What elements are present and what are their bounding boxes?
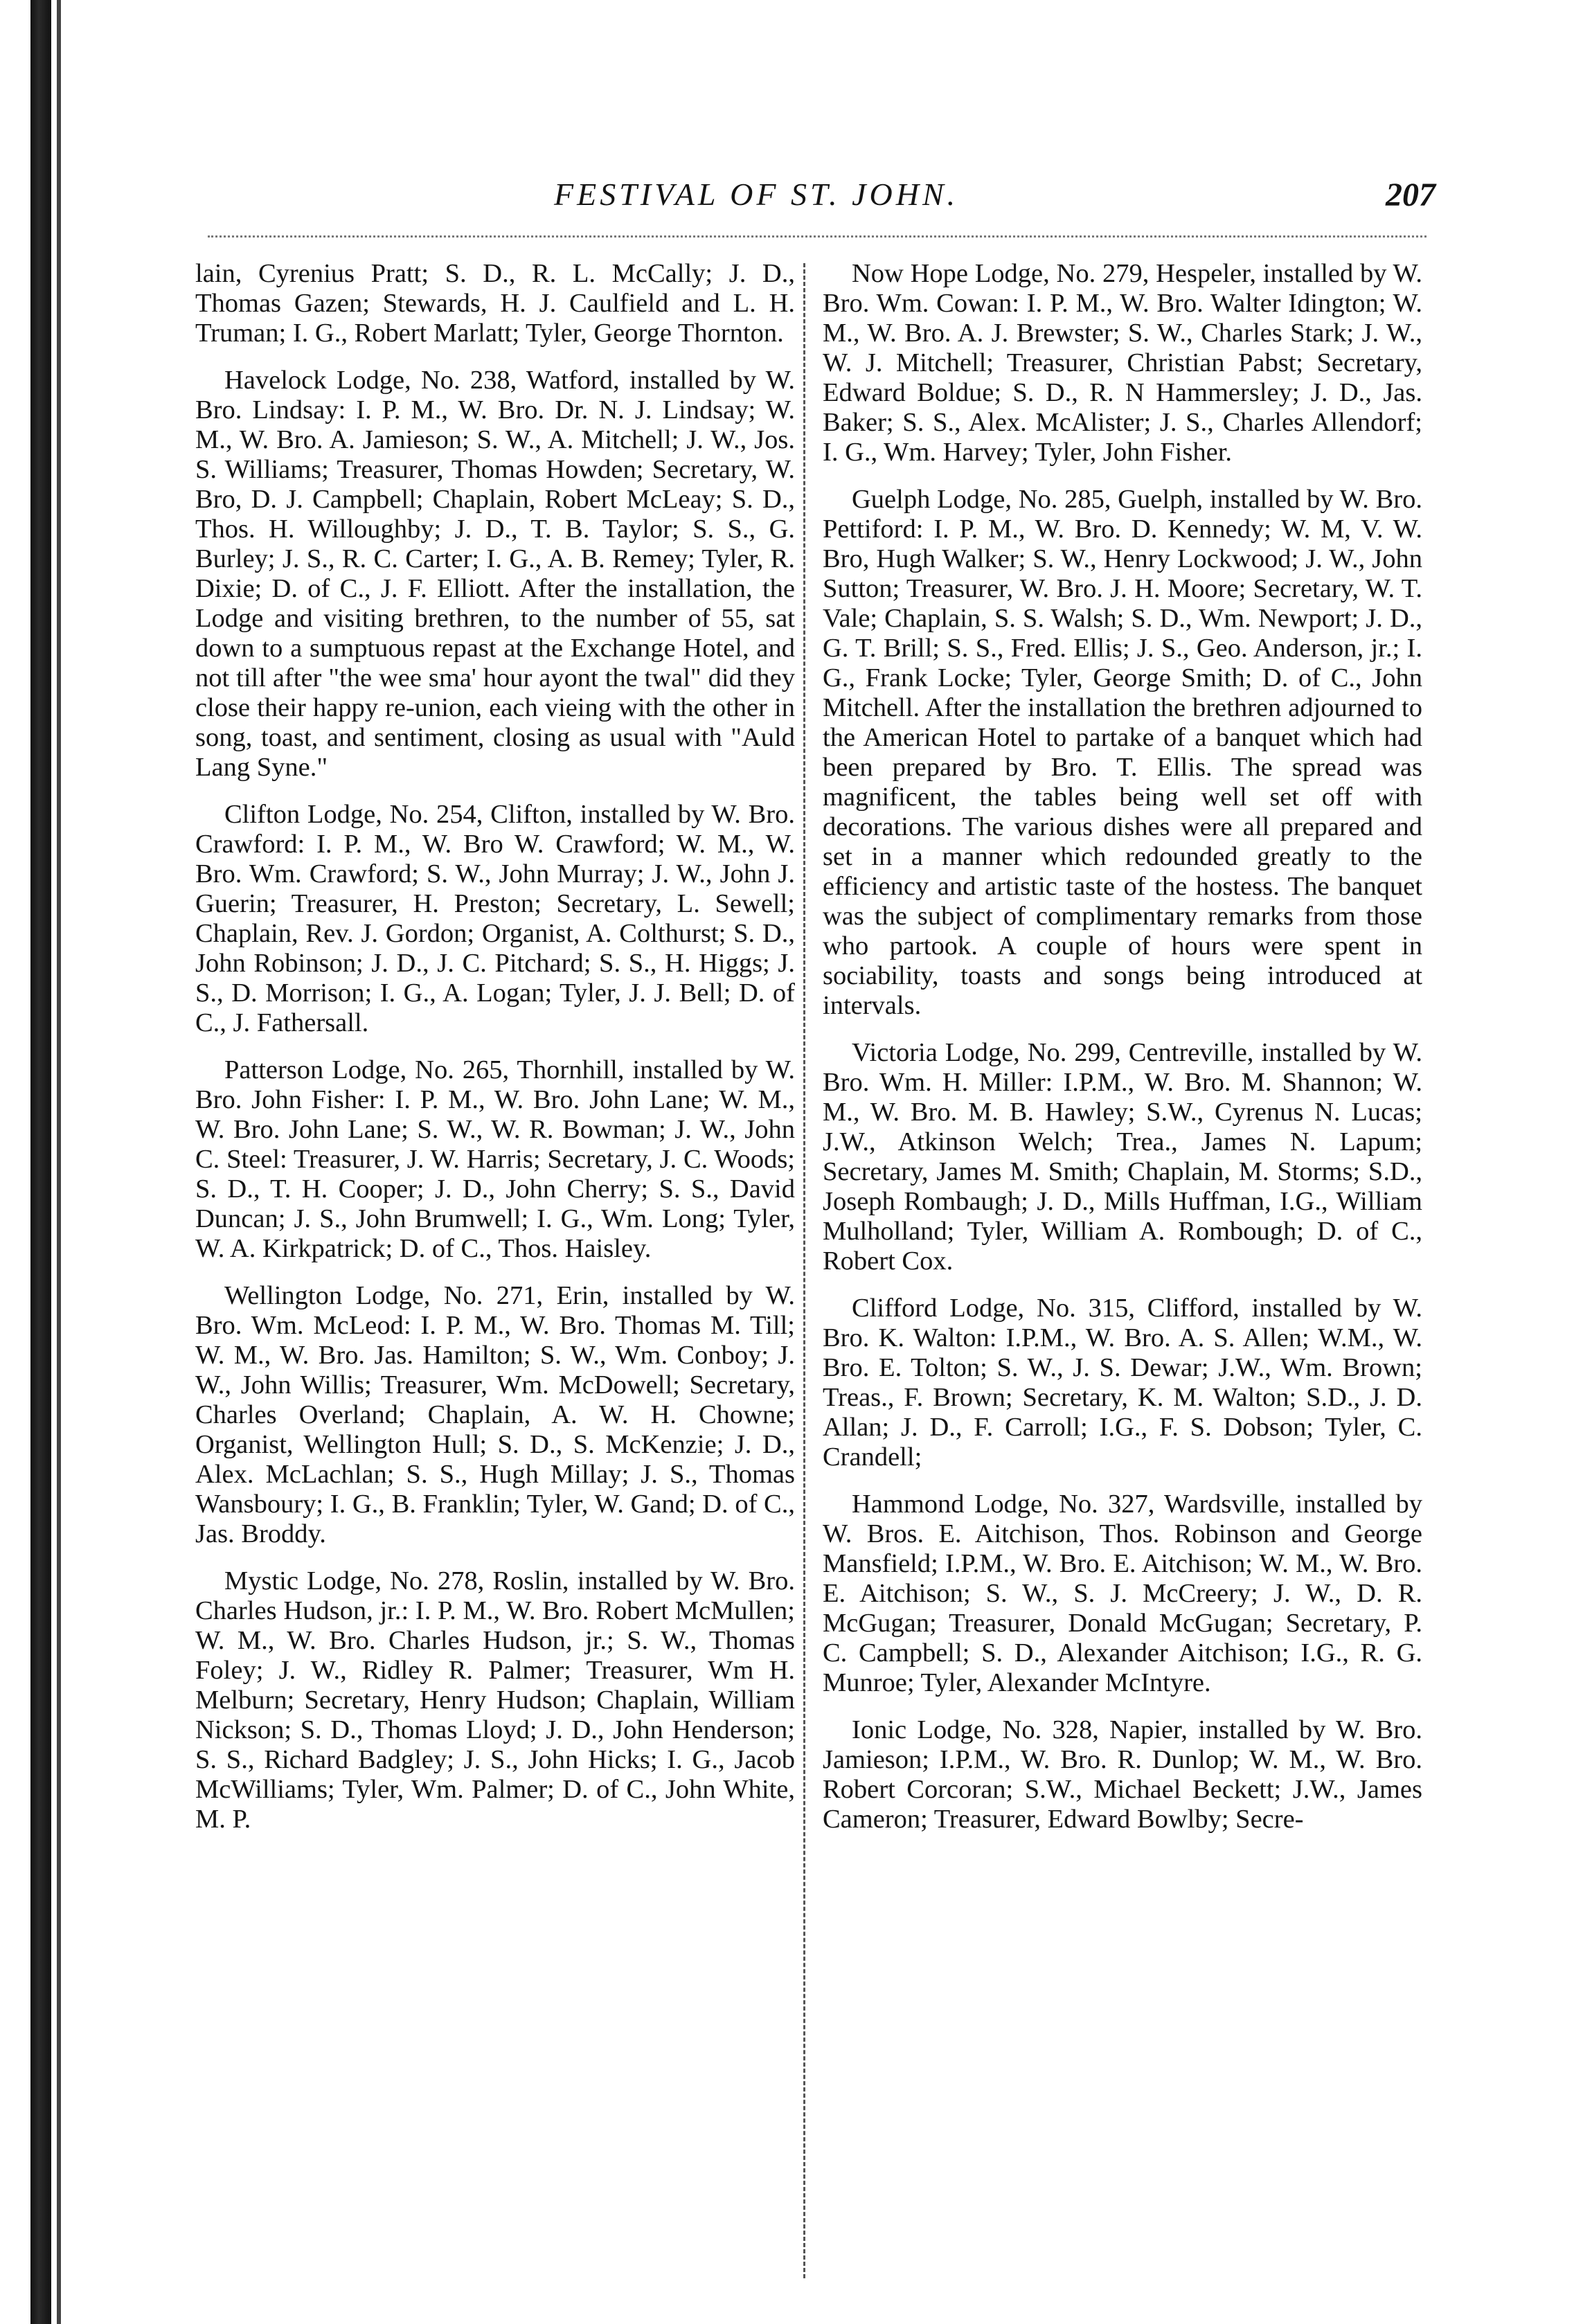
lodge-entry: Clifford Lodge, No. 315, Clifford, installed by W. Bro. K. Walton: I.P.M., W. Bro. A. S. Allen; W.M., W. Bro. E. Tolton; S. W., J. S. Dewar; J.W., Wm. Brown; Treas., F. Brown; Secretary, K. M. Walton; S.D., J. D. Allan; J. D., F. Carroll; I.G., F. S. Dobson; Tyler, C. Crandell; [823,1294,1422,1472]
running-title: FESTIVAL OF ST. JOHN. [554,177,959,212]
lodge-entry: Guelph Lodge, No. 285, Guelph, installed by W. Bro. Pettiford: I. P. M., W. Bro. D. Kennedy; W. M, V. W. Bro, Hugh Walker; S. W., Henry Lockwood; J. W., John Sutton; Treasurer, W. Bro. J. H. Moore; Secretary, W. T. Vale; Chaplain, S. S. Walsh; S. D., Wm. Newport; J. D., G. T. Brill; S. S., Fred. Ellis; J. S., Geo. Anderson, jr.; I. G., Frank Locke; Tyler, George Smith; D. of C., John Mitchell. After the installation the brethren adjourned to the American Hotel to partake of a banquet which had been prepared by Bro. T. Ellis. The spread was magnificent, the tables being well set off with decorations. The various dishes were all prepared and set in a manner which redounded greatly to the efficiency and artistic taste of the hostess. The banquet was the subject of complimentary remarks from those who partook. A couple of hours were spent in sociability, toasts and songs being introduced at intervals. [823,485,1422,1020]
lodge-entry: Havelock Lodge, No. 238, Watford, installed by W. Bro. Lindsay: I. P. M., W. Bro. Dr. N. J. Lindsay; W. M., W. Bro. A. Jamieson; S. W., A. Mitchell; J. W., Jos. S. Williams; Treasurer, Thomas Howden; Secretary, W. Bro, D. J. Campbell; Chaplain, Robert McLeay; S. D., Thos. H. Willoughby; J. D., T. B. Taylor; S. S., G. Burley; J. S., R. C. Carter; I. G., A. B. Remey; Tyler, R. Dixie; D. of C., J. F. Elliott. After the installation, the Lodge and visiting brethren, to the number of 55, sat down to a sumptuous repast at the Exchange Hotel, and not till after "the wee sma' hour ayont the twal" did they close their happy re-union, each vieing with the other in song, toast, and sentiment, closing as usual with "Auld Lang Syne." [195,366,795,782]
lodge-entry: lain, Cyrenius Pratt; S. D., R. L. McCally; J. D., Thomas Gazen; Stewards, H. J. Caulfield and L. H. Truman; I. G., Robert Marlatt; Tyler, George Thornton. [195,259,795,348]
header-rule [208,235,1427,238]
lodge-entry: Victoria Lodge, No. 299, Centreville, installed by W. Bro. Wm. H. Miller: I.P.M., W. Bro. M. Shannon; W. M., W. Bro. M. B. Hawley; S.W., Cyrenus N. Lucas; J.W., Atkinson Welch; Trea., James N. Lapum; Secretary, James M. Smith; Chaplain, M. Storms; S.D., Joseph Rombaugh; J. D., Mills Huffman, I.G., William Mulholland; Tyler, William A. Rombough; D. of C., Robert Cox. [823,1038,1422,1276]
lodge-entry: Hammond Lodge, No. 327, Wardsville, installed by W. Bros. E. Aitchison, Thos. Robinson and George Mansfield; I.P.M., W. Bro. E. Aitchison; W. M., W. Bro. E. Aitchison; S. W., S. J. McCreery; J. W., D. R. McGugan; Treasurer, Donald McGugan; Secretary, P. C. Campbell; S. D., Alexander Aitchison; I.G., R. G. Munroe; Tyler, Alexander McIntyre. [823,1490,1422,1697]
lodge-entry: Mystic Lodge, No. 278, Roslin, installed by W. Bro. Charles Hudson, jr.: I. P. M., W. Bro. Robert McMullen; W. M., W. Bro. Charles Hudson, jr.; S. W., Thomas Foley; J. W., Ridley R. Palmer; Treasurer, Wm H. Melburn; Secretary, Henry Hudson; Chaplain, William Nickson; S. D., Thomas Lloyd; J. D., John Henderson; S. S., Richard Badgley; J. S., John Hicks; I. G., Jacob McWilliams; Tyler, Wm. Palmer; D. of C., John White, M. P. [195,1566,795,1834]
lodge-entry: Now Hope Lodge, No. 279, Hespeler, installed by W. Bro. Wm. Cowan: I. P. M., W. Bro. Walter Idington; W. M., W. Bro. A. J. Brewster; S. W., Charles Stark; J. W., W. J. Mitchell; Treasurer, Christian Pabst; Secretary, Edward Boldue; S. D., R. N Hammersley; J. D., Jas. Baker; S. S., Alex. McAlister; J. S., Charles Allendorf; I. G., Wm. Harvey; Tyler, John Fisher. [823,259,1422,467]
lodge-entry: Ionic Lodge, No. 328, Napier, installed by W. Bro. Jamieson; I.P.M., W. Bro. R. Dunlop; W. M., W. Bro. Robert Corcoran; S.W., Michael Beckett; J.W., James Cameron; Treasurer, Edward Bowlby; Secre- [823,1715,1422,1834]
left-column [195,259,795,1852]
right-column [823,259,1422,1852]
column-divider [803,263,805,2278]
scan-edge-shadow [30,0,51,2324]
scan-edge-line [57,0,61,2324]
page-number: 207 [1386,177,1436,213]
lodge-entry: Wellington Lodge, No. 271, Erin, installed by W. Bro. Wm. McLeod: I. P. M., W. Bro. Thomas M. Till; W. M., W. Bro. Jas. Hamilton; S. W., Wm. Conboy; J. W., John Willis; Treasurer, Wm. McDowell; Secretary, Charles Overland; Chaplain, A. W. H. Chowne; Organist, Wellington Hull; S. D., S. McKenzie; J. D., Alex. McLachlan; S. S., Hugh Millay; J. S., Thomas Wansboury; I. G., B. Franklin; Tyler, W. Gand; D. of C., Jas. Broddy. [195,1281,795,1548]
running-head [0,166,1574,222]
lodge-entry: Patterson Lodge, No. 265, Thornhill, installed by W. Bro. John Fisher: I. P. M., W. Bro. John Lane; W. M., W. Bro. John Lane; S. W., W. R. Bowman; J. W., John C. Steel: Treasurer, J. W. Harris; Secretary, J. C. Woods; S. D., T. H. Cooper; J. D., John Cherry; S. S., David Duncan; J. S., John Brumwell; I. G., Wm. Long; Tyler, W. A. Kirkpatrick; D. of C., Thos. Haisley. [195,1055,795,1263]
lodge-entry: Clifton Lodge, No. 254, Clifton, installed by W. Bro. Crawford: I. P. M., W. Bro W. Crawford; W. M., W. Bro. Wm. Crawford; S. W., John Murray; J. W., John J. Guerin; Treasurer, H. Preston; Secretary, L. Sewell; Chaplain, Rev. J. Gordon; Organist, A. Colthurst; S. D., John Robinson; J. D., J. C. Pitchard; S. S., H. Higgs; J. S., D. Morrison; I. G., A. Logan; Tyler, J. J. Bell; D. of C., J. Fathersall. [195,800,795,1037]
